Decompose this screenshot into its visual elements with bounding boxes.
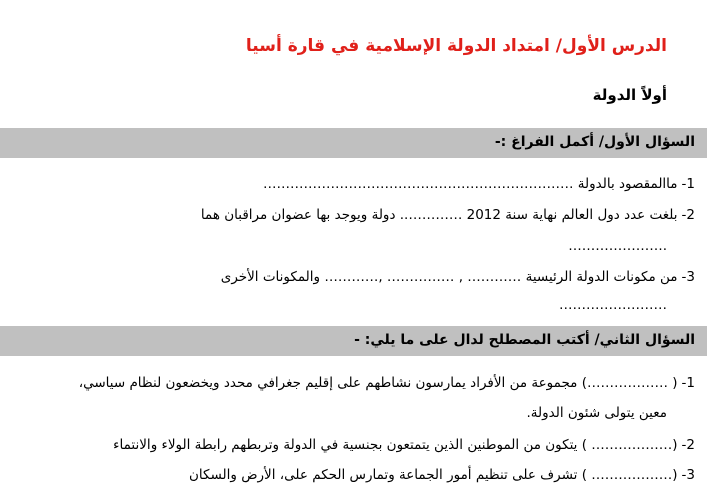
question1-header-band [0, 128, 707, 158]
question1-item-2 [201, 207, 695, 223]
question2-item-1 [79, 375, 695, 391]
question2-item-1-continuation [526, 405, 667, 421]
section-title: أولاً الدولة [592, 86, 667, 104]
item-text: من مكونات الدولة الرئيسية ………… , …………… ,………… والمكونات الأخرى [220, 269, 678, 285]
question1-item-3 [221, 269, 695, 285]
question1-item-1 [263, 176, 695, 192]
item-number: 1- [681, 375, 695, 391]
item-text: (……………… ) تشرف على تنظيم أمور الجماعة وتمارس الحكم على، الأرض والسكان [189, 467, 678, 483]
item-text: …………………… [559, 297, 667, 313]
question1-item-3-continuation [559, 297, 667, 313]
item-text: …………………. [568, 238, 667, 254]
item-number: 3- [681, 467, 695, 483]
item-number: 3- [681, 269, 695, 285]
item-number: 2- [681, 437, 695, 453]
item-text: ( ………………) مجموعة من الأفراد يمارسون نشاطهم على إقليم جغرافي محدد ويخضعون لنظام سياسي، [78, 375, 678, 391]
item-text: معين يتولى شئون الدولة. [526, 405, 667, 421]
question1-item-2-continuation [568, 238, 667, 254]
question2-heading: السؤال الثاني/ أكتب المصطلح لدال على ما يلي: - [354, 332, 695, 348]
item-text: بلغت عدد دول العالم نهاية سنة 2012 ………….. دولة ويوجد بها عضوان مراقبان هما [200, 207, 678, 223]
item-text: ماالمقصود بالدولة …………………………………………………………… [262, 176, 678, 192]
item-number: 2- [681, 207, 695, 223]
item-text: (……………… ) يتكون من الموطنين الذين يتمتعون بجنسية في الدولة وتربطهم رابطة الولاء والانتماء [113, 437, 678, 453]
question2-header-band [0, 326, 707, 356]
question2-item-2 [113, 437, 695, 453]
question1-heading: السؤال الأول/ أكمل الفراغ :- [494, 134, 695, 150]
lesson-title: الدرس الأول/ امتداد الدولة الإسلامية في قارة أسيا [245, 36, 667, 56]
question2-item-3 [189, 467, 695, 483]
item-number: 1- [681, 176, 695, 192]
